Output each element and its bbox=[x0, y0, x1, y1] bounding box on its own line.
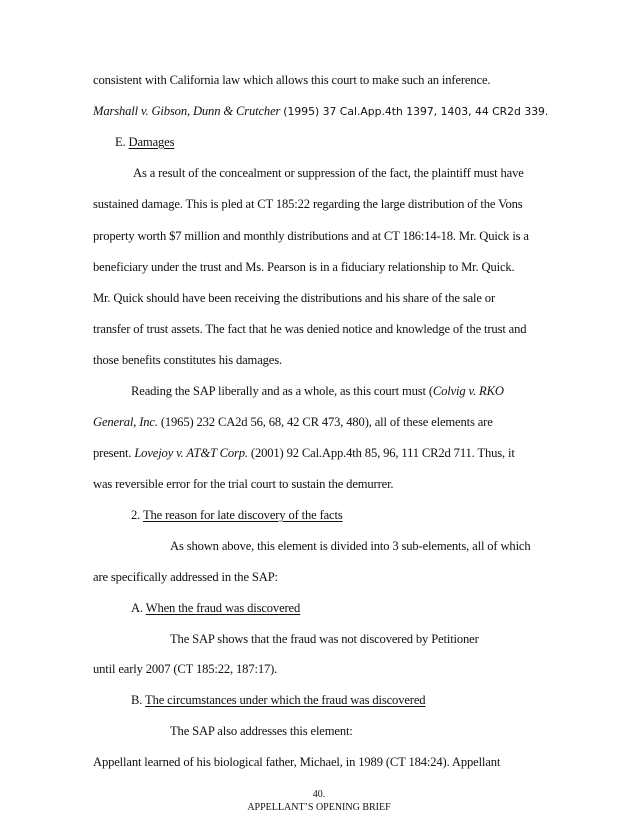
case-name: Colvig v. RKO bbox=[432, 384, 504, 398]
body-line: property worth $7 million and monthly distributions and at CT 186:14-18. Mr. Quick is a bbox=[93, 229, 529, 243]
body-line bbox=[131, 384, 504, 399]
case-citation: (1995) 37 Cal.App.4th 1397, 1403, 44 CR2d 339. bbox=[283, 105, 549, 118]
section-title: Damages bbox=[128, 135, 175, 149]
section-heading-2 bbox=[131, 508, 343, 523]
body-line: The SAP also addresses this element: bbox=[170, 724, 353, 738]
subsection-heading-b bbox=[131, 693, 425, 708]
body-line: are specifically addressed in the SAP: bbox=[93, 570, 278, 584]
body-line: consistent with California law which allows this court to make such an inference. bbox=[93, 73, 491, 87]
section-number: 2. bbox=[131, 508, 141, 522]
footer-title: APPELLANT’S OPENING BRIEF bbox=[247, 802, 391, 813]
body-line: transfer of trust assets. The fact that he was denied notice and knowledge of the trust and bbox=[93, 322, 527, 336]
text-run: present. bbox=[93, 446, 132, 460]
text-run: (2001) 92 Cal.App.4th 85, 96, 111 CR2d 711. Thus, it bbox=[250, 446, 515, 460]
body-line: Appellant learned of his biological father, Michael, in 1989 (CT 184:24). Appellant bbox=[93, 755, 501, 769]
body-line: The SAP shows that the fraud was not discovered by Petitioner bbox=[170, 632, 479, 646]
section-title: The reason for late discovery of the facts bbox=[142, 508, 343, 522]
body-line: beneficiary under the trust and Ms. Pearson is in a fiduciary relationship to Mr. Quick. bbox=[93, 260, 515, 274]
body-line bbox=[93, 415, 493, 430]
case-name: General, Inc. bbox=[93, 415, 158, 429]
body-line: was reversible error for the trial court to sustain the demurrer. bbox=[93, 477, 394, 491]
body-line: those benefits constitutes his damages. bbox=[93, 353, 282, 367]
subsection-letter: B. bbox=[131, 693, 143, 707]
case-name: Lovejoy v. AT&T Corp. bbox=[134, 446, 248, 460]
body-line: As a result of the concealment or suppression of the fact, the plaintiff must have bbox=[133, 166, 524, 180]
body-line: sustained damage. This is pled at CT 185:22 regarding the large distribution of the Vons bbox=[93, 197, 523, 211]
subsection-title: The circumstances under which the fraud was discovered bbox=[145, 693, 426, 707]
section-letter: E. bbox=[115, 135, 126, 149]
body-line: As shown above, this element is divided into 3 sub-elements, all of which bbox=[170, 539, 531, 553]
text-run: (1965) 232 CA2d 56, 68, 42 CR 473, 480), all of these elements are bbox=[160, 415, 493, 429]
section-heading-e bbox=[115, 135, 174, 150]
subsection-title: When the fraud was discovered bbox=[145, 601, 301, 615]
body-line: Mr. Quick should have been receiving the distributions and his share of the sale or bbox=[93, 291, 495, 305]
body-line: until early 2007 (CT 185:22, 187:17). bbox=[93, 662, 278, 676]
subsection-letter: A. bbox=[131, 601, 143, 615]
text-run: Reading the SAP liberally and as a whole, as this court must ( bbox=[131, 384, 433, 398]
subsection-heading-a bbox=[131, 601, 300, 616]
citation-line bbox=[93, 104, 548, 119]
case-name: Marshall v. Gibson, Dunn & Crutcher bbox=[93, 104, 281, 118]
body-line bbox=[93, 446, 515, 461]
page-number: 40. bbox=[312, 789, 326, 800]
